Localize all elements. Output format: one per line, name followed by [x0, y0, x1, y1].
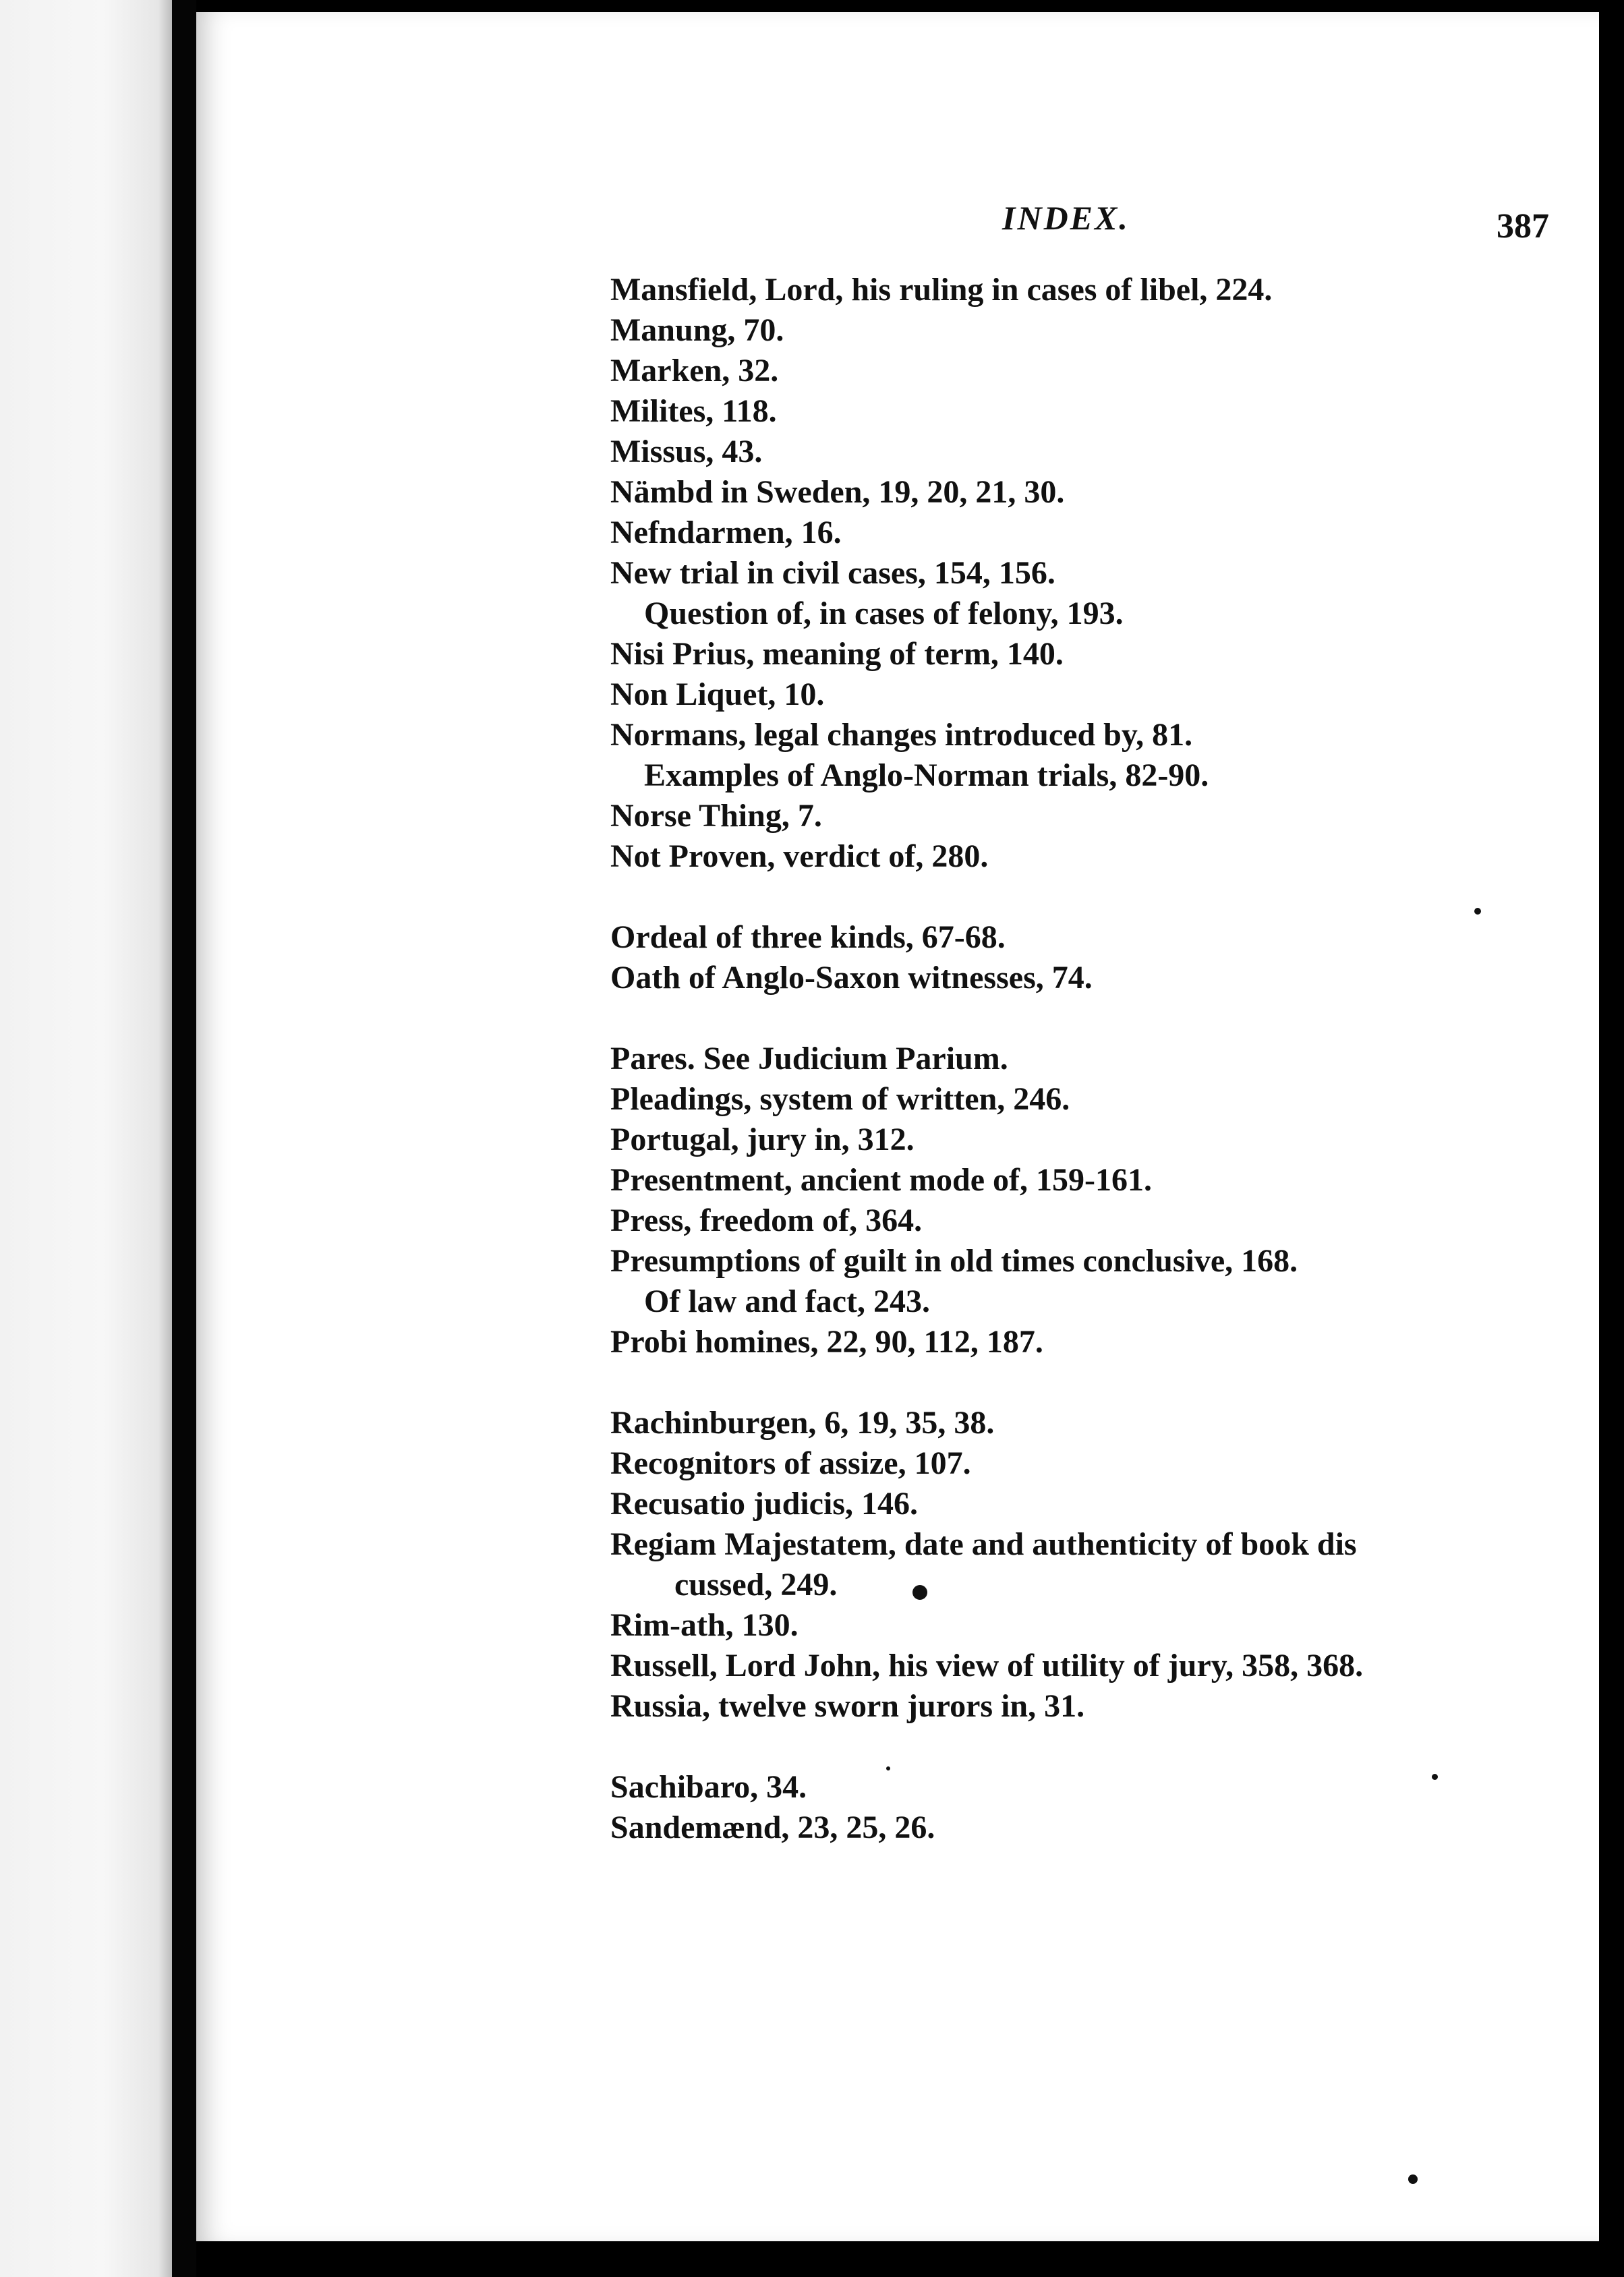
- index-entry: Milites, 118.: [610, 393, 777, 429]
- index-entry: Pares. See Judicium Parium.: [610, 1041, 1008, 1076]
- index-entry: Russell, Lord John, his view of utility of jury, 358, 368.: [610, 1648, 1364, 1683]
- index-entry: Portugal, jury in, 312.: [610, 1122, 915, 1157]
- index-entry: Press, freedom of, 364.: [610, 1203, 923, 1238]
- ink-speck: [886, 1766, 890, 1770]
- index-entry: Presentment, ancient mode of, 159-161.: [610, 1162, 1152, 1198]
- index-entry: Non Liquet, 10.: [610, 676, 825, 712]
- running-head: [196, 12, 1599, 246]
- index-entry-list: [610, 270, 1555, 1848]
- index-subentry: Question of, in cases of felony, 193.: [644, 596, 1124, 631]
- ink-speck: [1432, 1774, 1438, 1780]
- ink-speck: [1408, 2174, 1418, 2184]
- index-entry: Regiam Majestatem, date and authenticity of book dis: [610, 1526, 1357, 1562]
- index-entry: Norse Thing, 7.: [610, 798, 822, 834]
- index-entry: Marken, 32.: [610, 353, 779, 388]
- ink-speck: [912, 1585, 927, 1600]
- index-entry: Sachibaro, 34.: [610, 1769, 807, 1805]
- index-entry: Nisi Prius, meaning of term, 140.: [610, 636, 1064, 672]
- page-number: 387: [1497, 207, 1549, 246]
- index-entry: Recognitors of assize, 107.: [610, 1445, 971, 1481]
- index-title: INDEX.: [1002, 199, 1130, 237]
- index-entry: Not Proven, verdict of, 280.: [610, 838, 989, 874]
- index-entry: Probi homines, 22, 90, 112, 187.: [610, 1324, 1043, 1360]
- ink-speck: [1474, 908, 1481, 915]
- index-entry: Missus, 43.: [610, 434, 763, 469]
- index-entry: Pleadings, system of written, 246.: [610, 1081, 1070, 1117]
- index-entry: Ordeal of three kinds, 67-68.: [610, 919, 1006, 955]
- index-entry: Normans, legal changes introduced by, 81.: [610, 717, 1193, 753]
- index-entry: Rim-ath, 130.: [610, 1607, 799, 1643]
- index-entry: Manung, 70.: [610, 312, 784, 348]
- index-entry: Recusatio judicis, 146.: [610, 1486, 918, 1522]
- index-entry: Presumptions of guilt in old times conclusive, 168.: [610, 1243, 1298, 1279]
- index-subentry: Of law and fact, 243.: [644, 1284, 930, 1319]
- left-page-edge: [0, 0, 172, 2277]
- index-subentry: Examples of Anglo-Norman trials, 82-90.: [644, 757, 1209, 793]
- index-entry: Russia, twelve sworn jurors in, 31.: [610, 1688, 1085, 1724]
- index-entry: Oath of Anglo-Saxon witnesses, 74.: [610, 960, 1093, 996]
- index-entry: Nefndarmen, 16.: [610, 515, 842, 550]
- index-entry: Rachinburgen, 6, 19, 35, 38.: [610, 1405, 995, 1441]
- index-entry: Nämbd in Sweden, 19, 20, 21, 30.: [610, 474, 1065, 510]
- book-gutter: [172, 0, 196, 2277]
- index-entry: New trial in civil cases, 154, 156.: [610, 555, 1055, 591]
- index-entry: Sandemænd, 23, 25, 26.: [610, 1810, 935, 1845]
- index-page: [196, 12, 1599, 2241]
- index-subentry: cussed, 249.: [674, 1567, 838, 1603]
- index-entry: Mansfield, Lord, his ruling in cases of libel, 224.: [610, 272, 1273, 308]
